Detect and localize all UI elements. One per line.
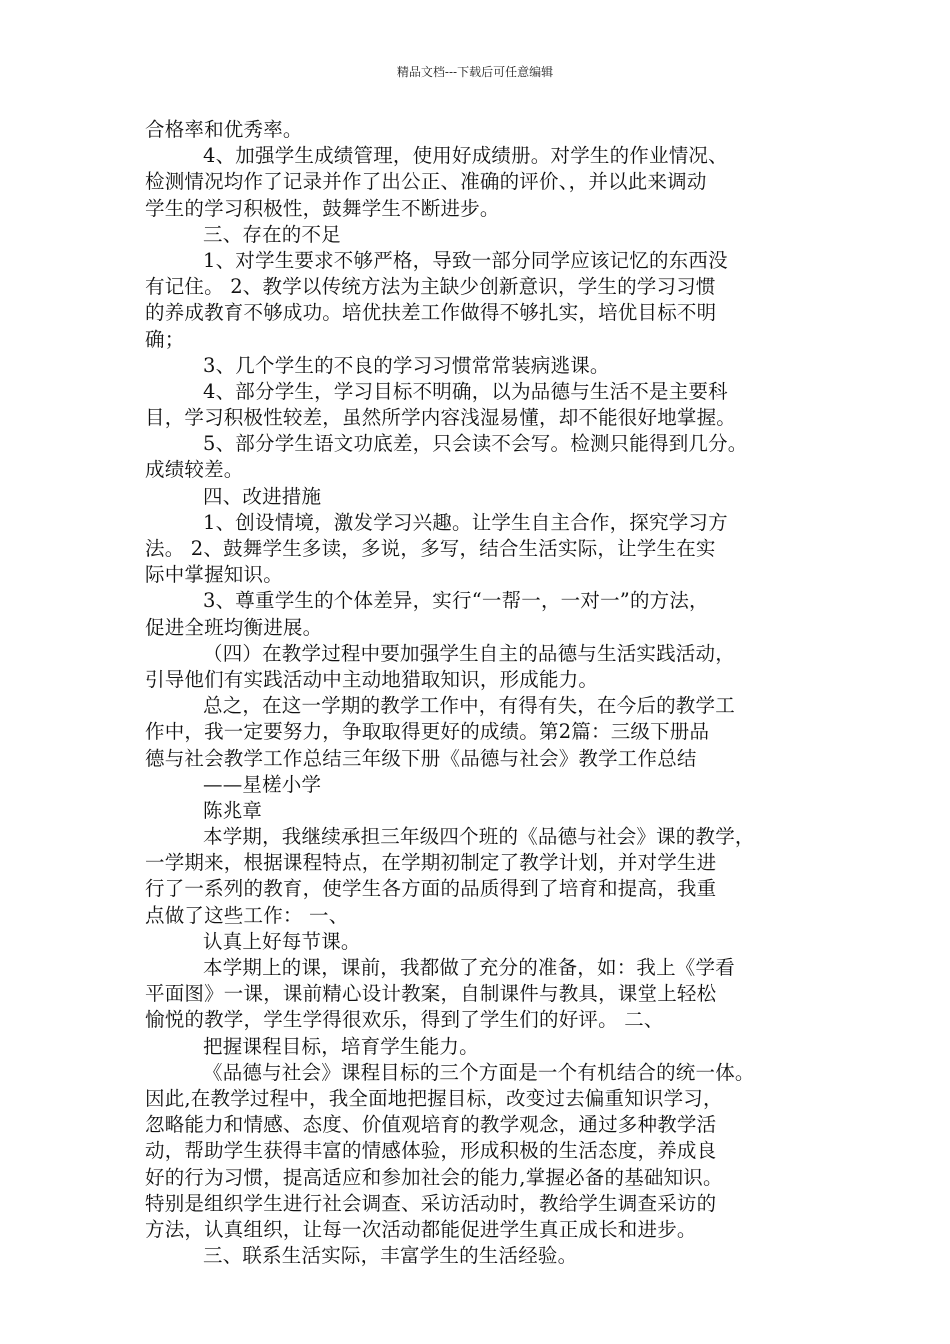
text-line: 合格率和优秀率。 <box>145 118 303 141</box>
text-line: 3、几个学生的不良的学习习惯常常装病逃课。 <box>203 353 610 377</box>
text-line: 动，帮助学生获得丰富的情感体验，形成积极的生活态度，养成良 <box>145 1139 717 1163</box>
text-line: 陈兆章 <box>203 798 263 822</box>
text-line: 行了一系列的教育，使学生各方面的品质得到了培育和提高，我重 <box>145 877 717 901</box>
text-line: 把握课程目标，培育学生能力。 <box>203 1034 479 1058</box>
text-line: 4、部分学生，学习目标不明确，以为品德与生活不是主要科 <box>203 379 728 403</box>
text-line: 1、创设情境，激发学习兴趣。让学生自主合作，探究学习方 <box>203 510 728 534</box>
text-line: 检测情况均作了记录并作了出公正、准确的评价、，并以此来调动 <box>145 170 707 194</box>
text-line: ——星槎小学 <box>203 772 322 796</box>
text-line: 促进全班均衡进展。 <box>145 615 323 639</box>
text-line: 总之，在这一学期的教学工作中，有得有失，在今后的教学工 <box>203 694 735 718</box>
text-line: 《品德与社会》课程目标的三个方面是一个有机结合的统一体。 <box>203 1060 755 1084</box>
text-line: 目，学习积极性较差，虽然所学内容浅湿易懂，却不能很好地掌握。 <box>145 406 737 430</box>
text-line: 因此,在教学过程中，我全面地把握目标，改变过去偏重知识学习， <box>145 1086 723 1110</box>
text-line: 3、尊重学生的个体差异，实行“一帮一，一对一”的方法， <box>203 589 709 613</box>
page-header-watermark: 精品文档---下载后可任意编辑 <box>396 65 554 79</box>
text-line: 点做了这些工作： 一、 <box>145 903 349 927</box>
text-line: 平面图》一课，课前精心设计教案，自制课件与教具，课堂上轻松 <box>145 982 717 1006</box>
text-line: 作中，我一定要努力，争取取得更好的成绩。第2篇：三级下册品 <box>145 720 710 744</box>
text-line: 三、联系生活实际，丰富学生的生活经验。 <box>203 1244 578 1268</box>
text-line: 确； <box>145 327 185 351</box>
text-line: 忽略能力和情感、态度、价值观培育的教学观念，通过多种教学活 <box>145 1113 717 1137</box>
text-line: 本学期，我继续承担三年级四个班的《品德与社会》课的教学， <box>203 825 755 849</box>
text-line: 好的行为习惯，提高适应和参加社会的能力,掌握必备的基础知识。 <box>145 1165 723 1189</box>
text-line: 成绩较差。 <box>145 458 244 482</box>
text-line: 的养成教育不够成功。培优扶差工作做得不够扎实，培优目标不明 <box>145 301 717 325</box>
text-line: 一学期来，根据课程特点，在学期初制定了教学计划，并对学生进 <box>145 851 717 875</box>
text-line: （四）在教学过程中要加强学生自主的品德与生活实践活动， <box>203 641 735 665</box>
text-line: 1、对学生要求不够严格，导致一部分同学应该记忆的东西没 <box>203 248 728 272</box>
text-line: 5、部分学生语文功底差，只会读不会写。检测只能得到几分。 <box>203 432 748 456</box>
document-body <box>145 117 825 1269</box>
text-line: 德与社会教学工作总结三年级下册《品德与社会》教学工作总结 <box>145 746 697 770</box>
text-line: 际中掌握知识。 <box>145 563 283 587</box>
text-line: 愉悦的教学，学生学得很欢乐，得到了学生们的好评。 二、 <box>145 1008 664 1032</box>
text-line: 特别是组织学生进行社会调查、采访活动时，教给学生调查采访的 <box>145 1191 717 1215</box>
text-line: 三、存在的不足 <box>203 222 341 246</box>
text-line: 学生的学习积极性，鼓舞学生不断进步。 <box>145 196 500 220</box>
text-line: 引导他们有实践活动中主动地猎取知识，形成能力。 <box>145 667 599 691</box>
text-line: 本学期上的课，课前，我都做了充分的准备，如：我上《学看 <box>203 956 735 979</box>
text-line: 方法，认真组织，让每一次活动都能促进学生真正成长和进步。 <box>145 1217 697 1241</box>
text-line: 有记住。 2、教学以传统方法为主缺少创新意识，学生的学习习惯 <box>145 275 716 299</box>
text-line: 认真上好每节课。 <box>203 929 361 953</box>
text-line: 法。 2、鼓舞学生多读，多说，多写，结合生活实际，让学生在实 <box>145 537 716 560</box>
text-line: 4、加强学生成绩管理，使用好成绩册。对学生的作业情况、 <box>203 144 728 168</box>
text-line: 四、改进措施 <box>203 484 322 508</box>
